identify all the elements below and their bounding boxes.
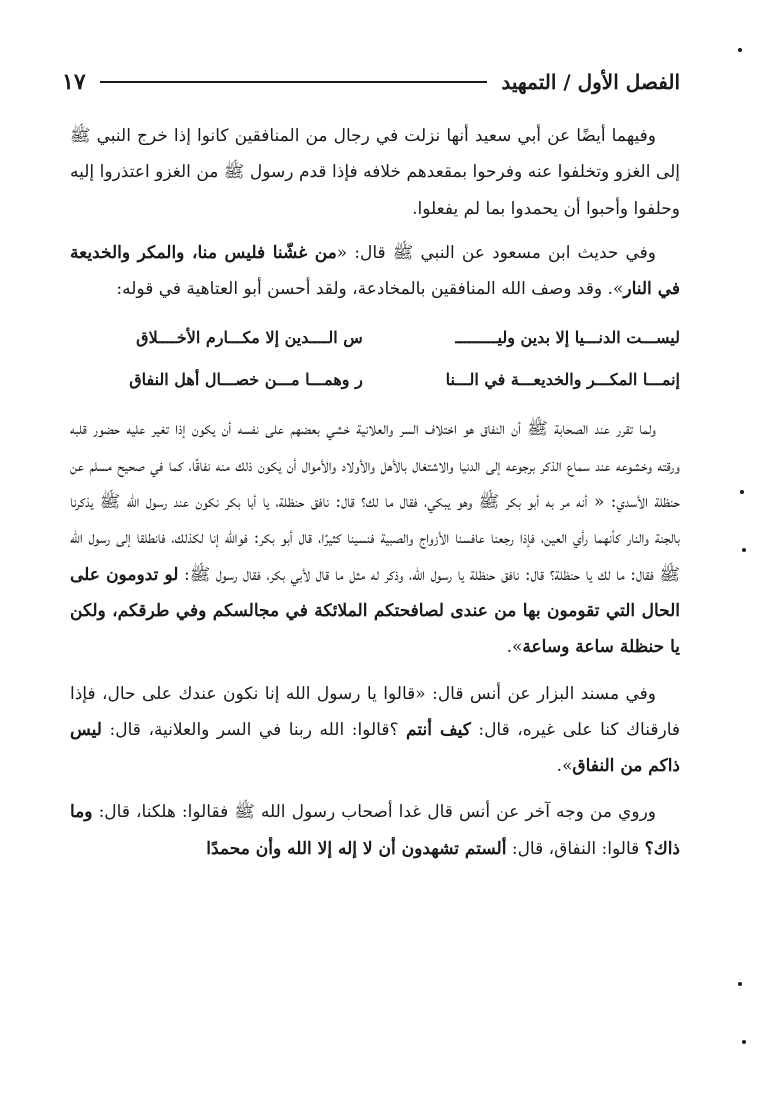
bold-quote-text: من غشّنا فليس منا، والمكر والخديعة في النار	[70, 242, 680, 300]
page-number: ١٧	[62, 69, 86, 95]
text-run: وفي مسند البزار عن أنس قال: «قالوا يا رسول الله إنا نكون عندك على حال، فإذا فارقناك كنا على غيره، قال:	[70, 683, 680, 740]
text-run: ». وقد وصف الله المنافقين بالمخادعة، ولقد أحسن أبو العتاهية في قوله:	[116, 279, 624, 300]
header-rule	[100, 81, 488, 83]
text-run: ».	[556, 756, 573, 777]
page-header	[62, 62, 680, 102]
poem	[70, 317, 680, 401]
verse-2	[70, 359, 680, 401]
bold-quote-text: لو تدومون على الحال التي تقومون بها من عندى لصافحتكم الملائكة في مجالسكم وفي طرقكم، ولكن يا حنظلة ساعة وساعة	[70, 564, 680, 658]
paragraph-3	[70, 411, 680, 665]
verse-2-first-hemistich: إنمـــا المكـــر والخديعـــة في الـــنا	[445, 370, 680, 390]
scan-speck	[738, 48, 742, 52]
scan-speck	[742, 1040, 746, 1044]
text-run: ولما تقرر عند الصحابة ﷺ أن النفاق هو اختلاف السر والعلانية خشي بعضهم على نفسه أن يكون إذا تغير عليه حضور قلبه ورقته وخشوعه عند سماع الذكر برجوعه إلى الدنيا والاشتغال بالأهل والأولاد والأموال أن يكون ذلك منه نفاقًا، كما في صحيح مسلم عن حنظلة الأسدي: « أنه مر به أبو بكر ﷺ وهو يبكي، فقال ما لك؟ قال: نافق حنظلة، يا أبا بكر نكون عند رسول الله ﷺ يذكرنا بالجنة والنار كأنهما رأي العين، فإذا رجعنا عافسنا الأزواج والصبية فنسينا كثيرًا، قال أبو بكر: فوالله إنا لكذلك، فانطلقا إلى رسول الله ﷺ فقال: ما لك يا حنظلة؟ قال: نافق حنظلة يا رسول الله، وذكر له مثل ما قال لأبي بكر، فقال رسول ﷺ:	[70, 419, 680, 585]
text-run: قالوا: النفاق، قال:	[506, 838, 645, 859]
paragraph-4	[70, 676, 680, 785]
text-run: وفي حديث ابن مسعود عن النبي ﷺ قال: «	[336, 242, 656, 263]
text-run: ؟قالوا: الله ربنا في السر والعلانية، قال:	[101, 719, 407, 740]
body-text	[70, 118, 680, 877]
paragraph-1	[70, 118, 680, 227]
verse-1-first-hemistich: ليســـت الدنـــيا إلا بدين وليـــــــــ	[455, 328, 680, 348]
text-run: ».	[506, 637, 523, 658]
bold-quote-text: وما ذاك؟	[70, 802, 680, 859]
scan-speck	[738, 982, 742, 986]
verse-2-second-hemistich: ر وهمـــا مـــن خصـــال أهل النفاق	[129, 370, 363, 390]
bold-quote-text: ليس ذاكم من النفاق	[70, 719, 680, 777]
text-run: وفيهما أيضًا عن أبي سعيد أنها نزلت في رجال من المنافقين كانوا إذا خرج النبي ﷺ إلى الغزو وتخلفوا عنه وفرحوا بمقعدهم خلافه فإذا قدم رسول ﷺ من الغزو اعتذروا إليه وحلفوا وأحبوا أن يحمدوا بما لم يفعلوا.	[70, 126, 680, 219]
verse-1-second-hemistich: س الــــدين إلا مكـــارم الأخــــلاق	[136, 328, 363, 348]
scan-speck	[742, 548, 746, 552]
paragraph-2	[70, 235, 680, 308]
paragraph-5	[70, 794, 680, 867]
text-run: وروي من وجه آخر عن أنس قال غدا أصحاب رسول الله ﷺ فقالوا: هلكنا، قال:	[92, 802, 656, 823]
scan-speck	[740, 490, 744, 494]
chapter-title: الفصل الأول / التمهيد	[501, 70, 680, 94]
bold-quote-text: ألستم تشهدون أن لا إله إلا الله وأن محمدًا	[206, 838, 507, 859]
bold-quote-text: كيف أنتم	[406, 719, 471, 740]
verse-1	[70, 317, 680, 359]
